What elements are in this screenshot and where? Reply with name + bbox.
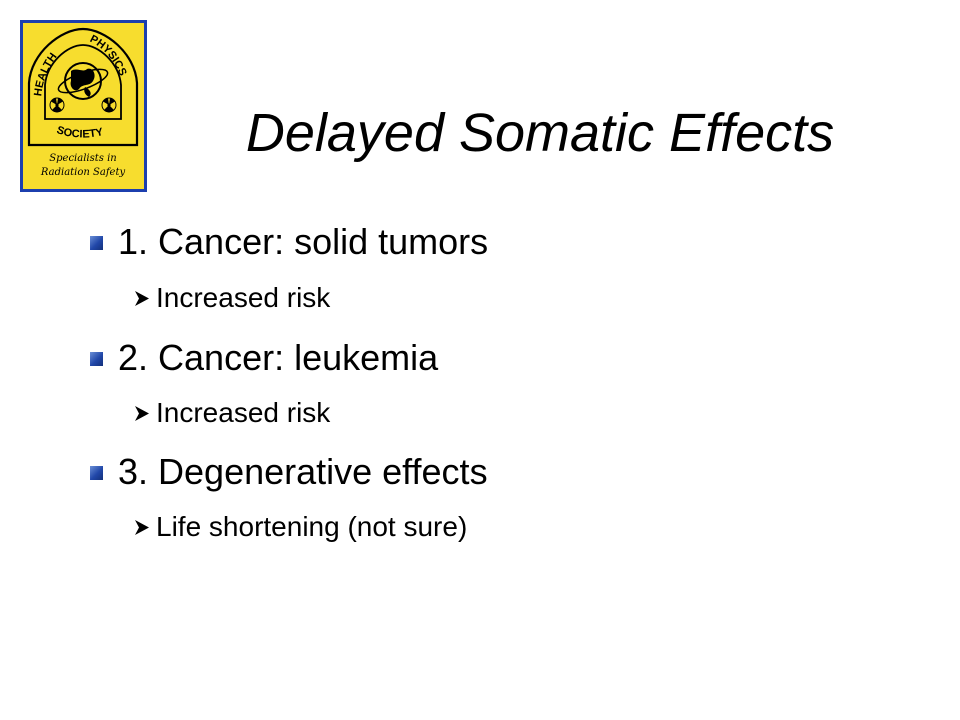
sub-bullet-text: Increased risk [156, 397, 331, 428]
bullet-square-icon [90, 236, 103, 250]
bullet-square-icon [90, 352, 103, 366]
bullet-text: 1. Cancer: solid tumors [118, 221, 489, 262]
logo-society-text: SOCIETY [55, 124, 105, 141]
slide-title: Delayed Somatic Effects [245, 103, 835, 163]
bullet-text: 3. Degenerative effects [118, 451, 488, 492]
sub-bullet-text: Increased risk [156, 282, 331, 313]
bullet-text: 2. Cancer: leukemia [118, 337, 439, 378]
logo-tagline-line2: Radiation Safety [40, 167, 126, 178]
logo-tagline-line1: Specialists in [49, 153, 117, 164]
logo-arc-text-right: PHYSICS [87, 32, 129, 78]
logo-arc-text-left: HEALTH [32, 50, 60, 97]
bullet-square-icon [90, 466, 103, 480]
arrow-bullet-icon [133, 519, 150, 536]
sub-bullet-text: Life shortening (not sure) [156, 511, 468, 542]
arrow-bullet-icon [133, 405, 150, 422]
arrow-bullet-icon [133, 290, 150, 307]
